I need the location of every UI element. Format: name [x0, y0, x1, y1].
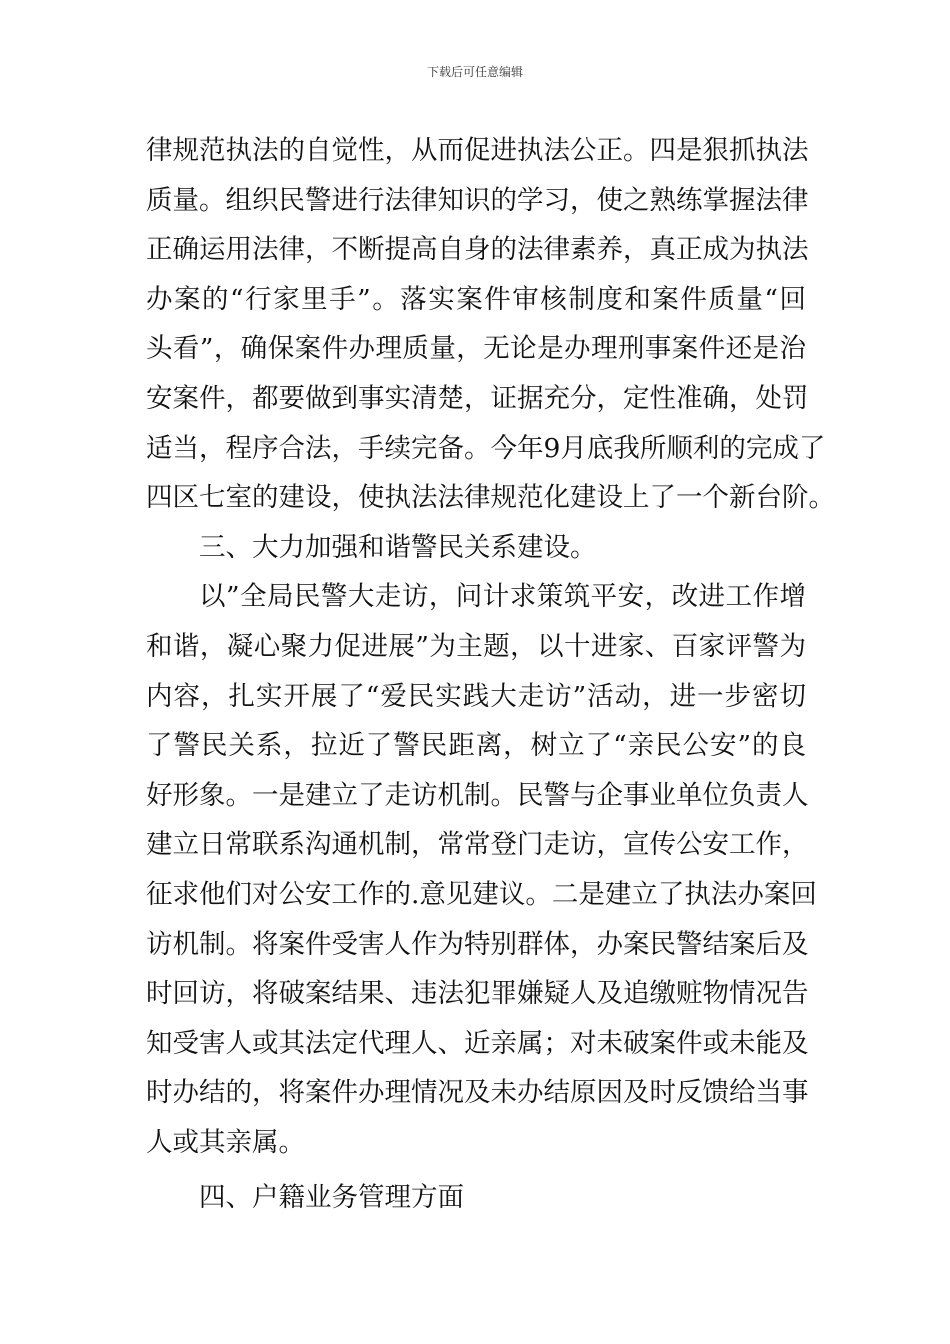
- page-header: 下载后可任意编辑: [426, 65, 523, 79]
- text-line: 人或其亲属。: [146, 1126, 305, 1158]
- paragraph-law-enforcement-quality: [146, 126, 835, 523]
- text-line: 了警民关系，拉近了警民距离，树立了“亲民公安”的良: [146, 730, 806, 762]
- text-line: 质量。组织民警进行法律知识的学习，使之熟练掌握法律: [146, 184, 809, 216]
- text-line: 以”全局民警大走访，问计求策筑平安，改进工作增: [199, 581, 806, 613]
- text-line: 建立日常联系沟通机制，常常登门走访，宣传公安工作，: [146, 829, 809, 861]
- section-heading-3: 三、大力加强和谐警民关系建设。: [199, 531, 597, 563]
- text-line: 征求他们对公安工作的.意见建议。二是建立了执法办案回: [146, 878, 817, 910]
- text-line: 好形象。一是建立了走访机制。民警与企事业单位负责人: [146, 779, 809, 811]
- text-line: 知受害人或其法定代理人、近亲属；对未破案件或未能及: [146, 1027, 809, 1059]
- text-line: 适当，程序合法，手续完备。今年9月底我所顺利的完成了: [146, 432, 826, 464]
- text-line: 时办结的，将案件办理情况及未办结原因及时反馈给当事: [146, 1077, 809, 1109]
- text-line: 内容，扎实开展了“爱民实践大走访”活动，进一步密切: [146, 680, 806, 712]
- text-line: 安案件，都要做到事实清楚，证据充分，定性准确，处罚: [146, 382, 809, 414]
- document-body: [146, 126, 835, 1223]
- text-line: 正确运用法律，不断提高自身的法律素养，真正成为执法: [146, 234, 809, 266]
- text-line: 头看”，确保案件办理质量，无论是办理刑事案件还是治: [146, 333, 806, 365]
- section-heading-4: 四、户籍业务管理方面: [199, 1182, 464, 1214]
- text-line: 时回访，将破案结果、违法犯罪嫌疑人及追缴赃物情况告: [146, 978, 809, 1010]
- text-line: 律规范执法的自觉性，从而促进执法公正。四是狠抓执法: [146, 135, 809, 166]
- text-line: 和谐，凝心聚力促进展”为主题，以十进家、百家评警为: [146, 630, 806, 662]
- text-line: 办案的“行家里手”。落实案件审核制度和案件质量“回: [146, 283, 806, 315]
- text-line: 访机制。将案件受害人作为特别群体，办案民警结案后及: [146, 928, 809, 960]
- text-line: 四区七室的建设，使执法法律规范化建设上了一个新台阶。: [146, 482, 835, 514]
- paragraph-police-community-relations: [146, 572, 817, 1167]
